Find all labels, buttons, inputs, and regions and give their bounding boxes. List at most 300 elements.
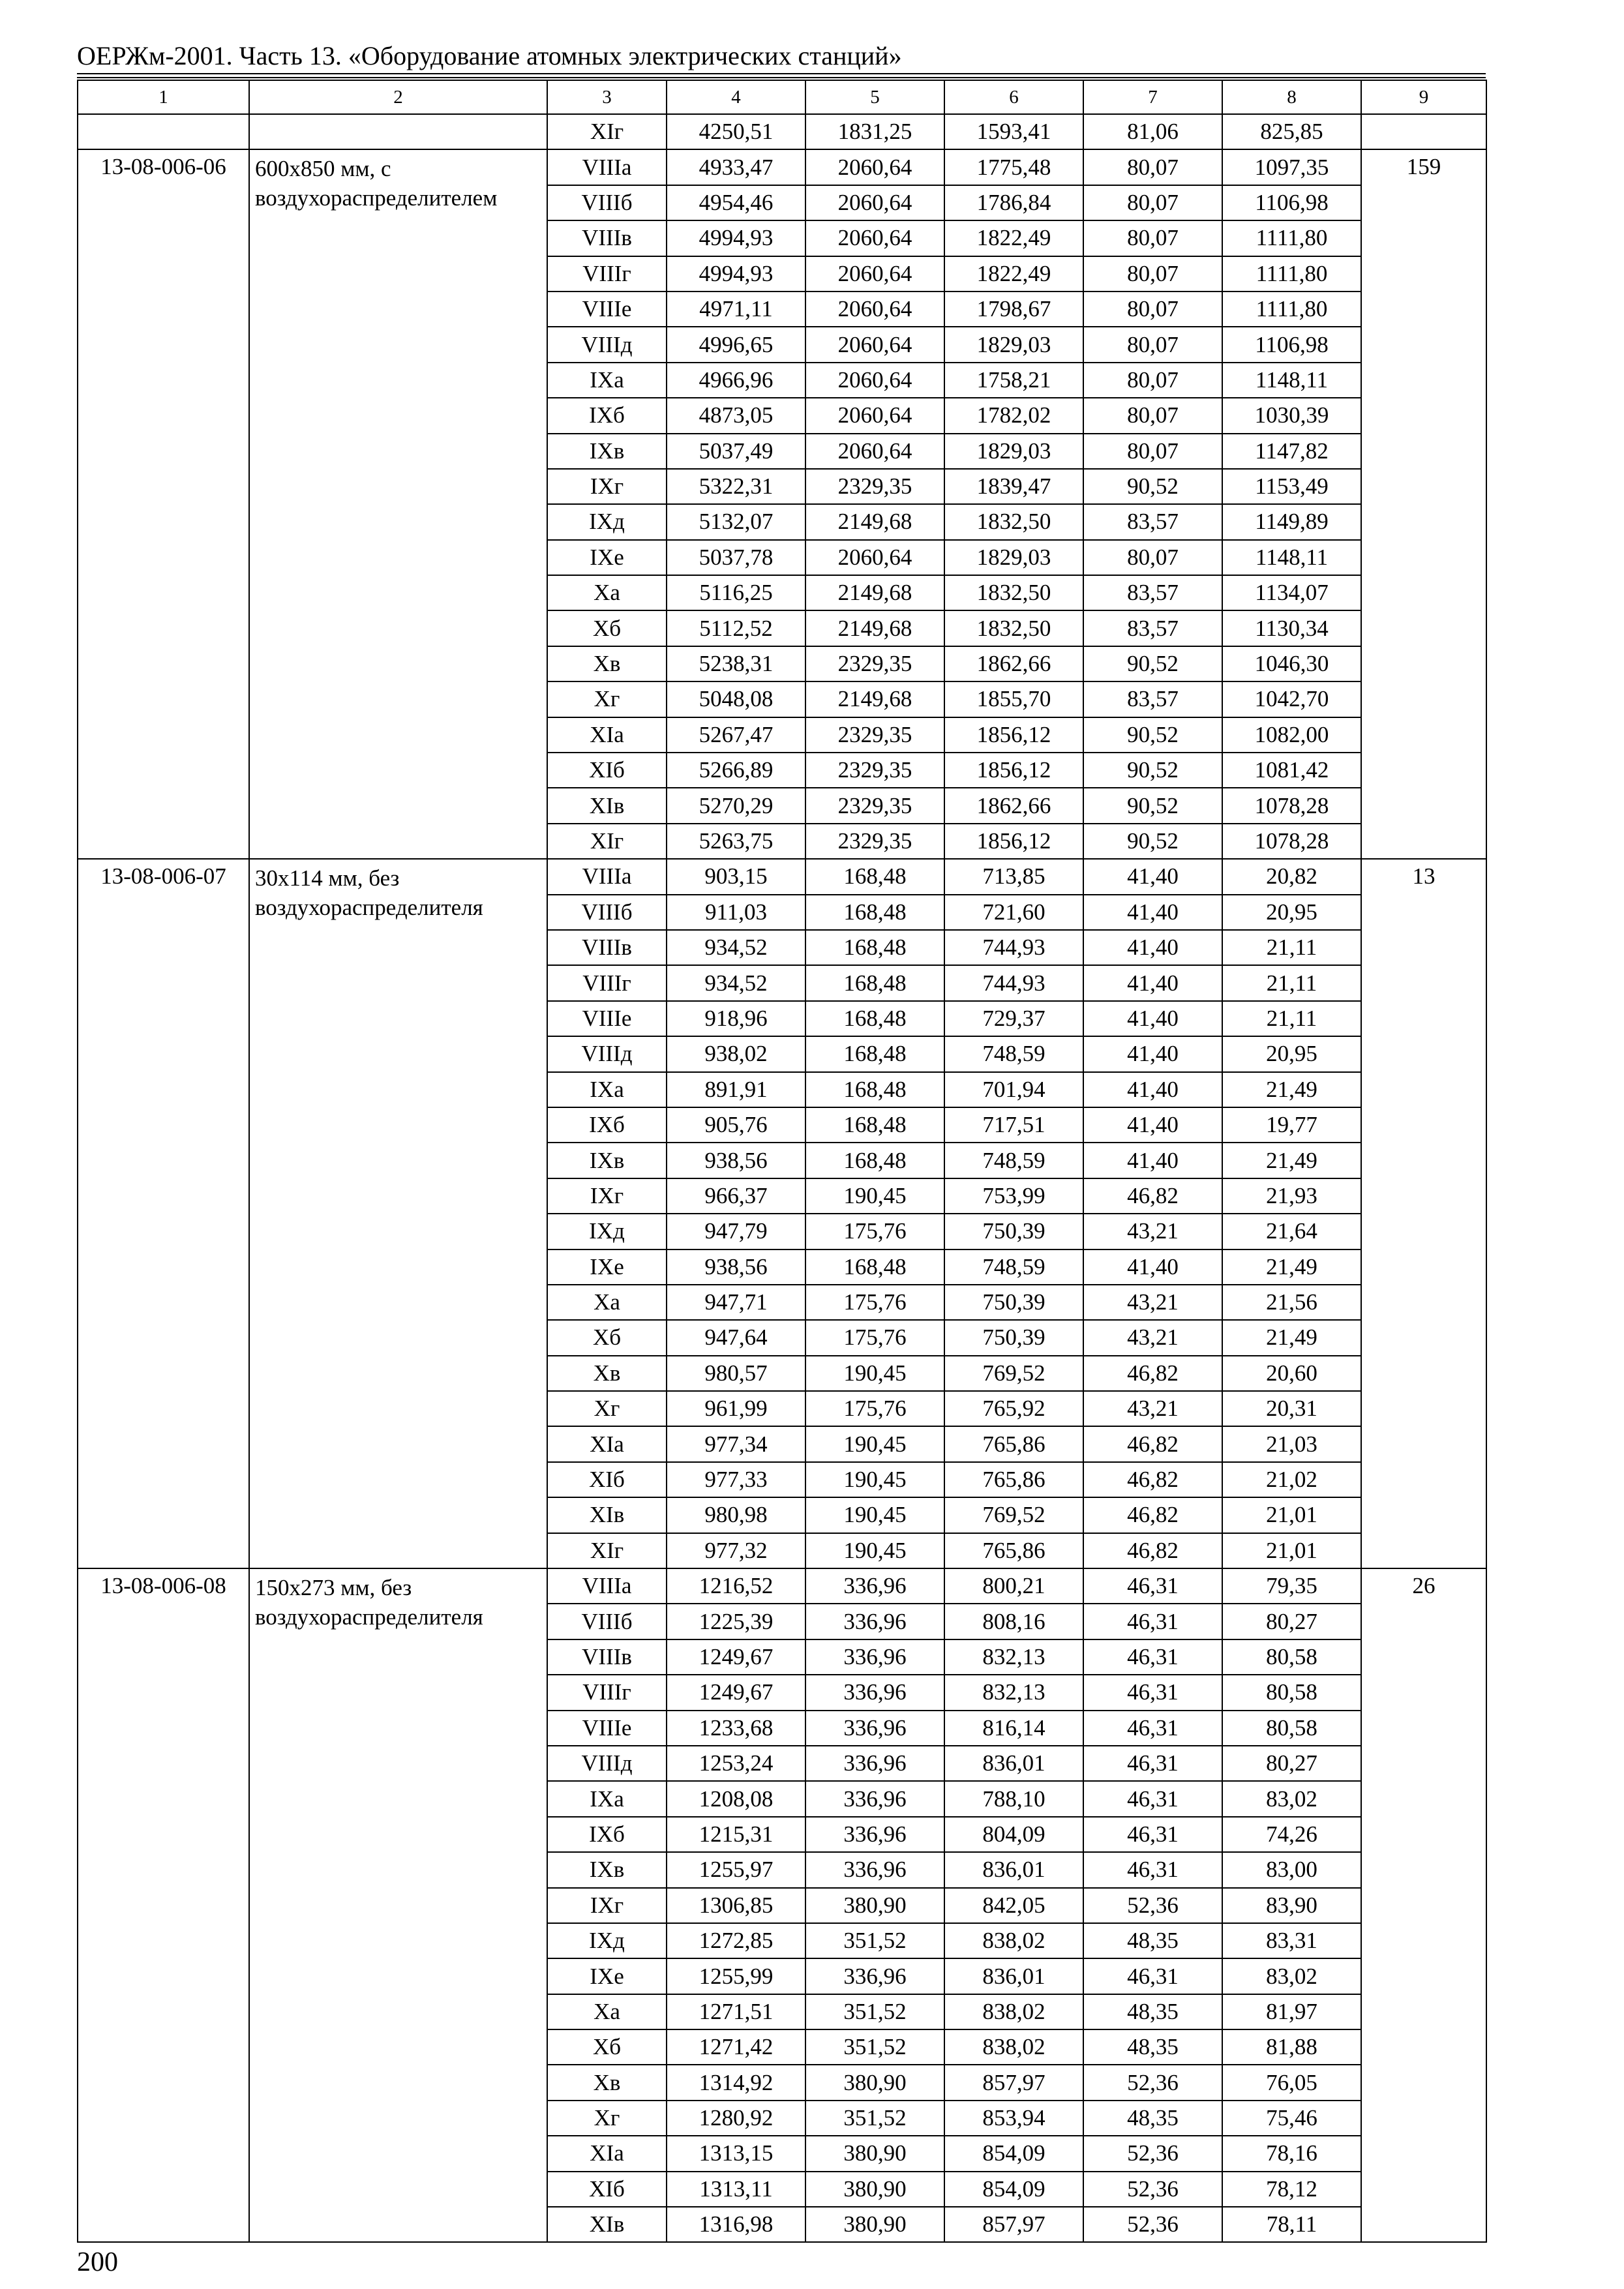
zone-cell: Xа: [547, 1285, 667, 1320]
value-cell: 1111,80: [1222, 292, 1361, 327]
zone-cell: VIIIб: [547, 1604, 667, 1639]
value-cell: 168,48: [805, 1249, 944, 1285]
value-cell: 5267,47: [667, 717, 805, 753]
value-cell: 4873,05: [667, 398, 805, 433]
value-cell: 1856,12: [944, 753, 1083, 788]
value-cell: 717,51: [944, 1107, 1083, 1143]
col9-cell: [1361, 114, 1486, 149]
value-cell: 1822,49: [944, 220, 1083, 256]
value-cell: 168,48: [805, 930, 944, 965]
value-cell: 78,12: [1222, 2172, 1361, 2207]
value-cell: 1030,39: [1222, 398, 1361, 433]
col9-value: 26: [1361, 1568, 1486, 2242]
value-cell: 1225,39: [667, 1604, 805, 1639]
zone-cell: Xв: [547, 2065, 667, 2100]
value-cell: 1153,49: [1222, 469, 1361, 504]
value-cell: 46,31: [1083, 1568, 1222, 1604]
value-cell: 1856,12: [944, 824, 1083, 859]
value-cell: 20,31: [1222, 1391, 1361, 1426]
value-cell: 1314,92: [667, 2065, 805, 2100]
value-cell: 765,86: [944, 1426, 1083, 1461]
value-cell: 43,21: [1083, 1391, 1222, 1426]
value-cell: 41,40: [1083, 1107, 1222, 1143]
value-cell: 351,52: [805, 1923, 944, 1958]
value-cell: 1106,98: [1222, 185, 1361, 220]
value-cell: 380,90: [805, 2136, 944, 2171]
value-cell: 2060,64: [805, 398, 944, 433]
value-cell: 836,01: [944, 1746, 1083, 1781]
value-cell: 4250,51: [667, 114, 805, 149]
value-cell: 2329,35: [805, 717, 944, 753]
value-cell: 336,96: [805, 1781, 944, 1816]
value-cell: 1280,92: [667, 2101, 805, 2136]
value-cell: 5266,89: [667, 753, 805, 788]
value-cell: 2060,64: [805, 540, 944, 575]
value-cell: 2149,68: [805, 504, 944, 539]
value-cell: 765,92: [944, 1391, 1083, 1426]
header-rule: [77, 77, 1486, 78]
zone-cell: IXа: [547, 1072, 667, 1107]
value-cell: 21,49: [1222, 1320, 1361, 1355]
value-cell: 52,36: [1083, 1888, 1222, 1923]
value-cell: 20,82: [1222, 859, 1361, 894]
value-cell: 81,97: [1222, 1994, 1361, 2029]
value-cell: 918,96: [667, 1001, 805, 1036]
value-cell: 748,59: [944, 1249, 1083, 1285]
col9-value: 13: [1361, 859, 1486, 1568]
zone-cell: XIв: [547, 2207, 667, 2242]
zone-cell: VIIIд: [547, 1746, 667, 1781]
value-cell: 701,94: [944, 1072, 1083, 1107]
zone-cell: Xб: [547, 1320, 667, 1355]
value-cell: 744,93: [944, 930, 1083, 965]
zone-cell: XIв: [547, 1497, 667, 1533]
value-cell: 1832,50: [944, 575, 1083, 610]
value-cell: 1839,47: [944, 469, 1083, 504]
value-cell: 1271,51: [667, 1994, 805, 2029]
value-cell: 48,35: [1083, 1923, 1222, 1958]
value-cell: 48,35: [1083, 1994, 1222, 2029]
value-cell: 748,59: [944, 1036, 1083, 1071]
value-cell: 769,52: [944, 1497, 1083, 1533]
value-cell: 83,57: [1083, 504, 1222, 539]
value-cell: 41,40: [1083, 1036, 1222, 1071]
value-cell: 1147,82: [1222, 434, 1361, 469]
value-cell: 750,39: [944, 1214, 1083, 1249]
value-cell: 1111,80: [1222, 220, 1361, 256]
value-cell: 46,31: [1083, 1781, 1222, 1816]
value-cell: 832,13: [944, 1639, 1083, 1675]
value-cell: 934,52: [667, 965, 805, 1000]
zone-cell: IXе: [547, 1249, 667, 1285]
value-cell: 80,07: [1083, 398, 1222, 433]
value-cell: 769,52: [944, 1356, 1083, 1391]
value-cell: 80,07: [1083, 434, 1222, 469]
value-cell: 52,36: [1083, 2136, 1222, 2171]
value-cell: 1216,52: [667, 1568, 805, 1604]
value-cell: 1775,48: [944, 149, 1083, 185]
value-cell: 380,90: [805, 2065, 944, 2100]
zone-cell: Xа: [547, 575, 667, 610]
value-cell: 21,01: [1222, 1497, 1361, 1533]
value-cell: 1255,99: [667, 1958, 805, 1994]
value-cell: 1148,11: [1222, 363, 1361, 398]
value-cell: 1862,66: [944, 788, 1083, 823]
value-cell: 836,01: [944, 1958, 1083, 1994]
value-cell: 2060,64: [805, 256, 944, 292]
value-cell: 175,76: [805, 1214, 944, 1249]
value-cell: 4994,93: [667, 220, 805, 256]
value-cell: 721,60: [944, 895, 1083, 930]
zone-cell: Xб: [547, 610, 667, 646]
zone-cell: Xг: [547, 1391, 667, 1426]
value-cell: 938,56: [667, 1249, 805, 1285]
value-cell: 190,45: [805, 1426, 944, 1461]
value-cell: 1097,35: [1222, 149, 1361, 185]
value-cell: 713,85: [944, 859, 1083, 894]
value-cell: 46,31: [1083, 1639, 1222, 1675]
value-cell: 336,96: [805, 1746, 944, 1781]
value-cell: 5116,25: [667, 575, 805, 610]
value-cell: 977,33: [667, 1462, 805, 1497]
column-number: 1: [78, 80, 249, 114]
value-cell: 1272,85: [667, 1923, 805, 1958]
value-cell: 78,16: [1222, 2136, 1361, 2171]
value-cell: 46,31: [1083, 1746, 1222, 1781]
value-cell: 853,94: [944, 2101, 1083, 2136]
value-cell: 977,34: [667, 1426, 805, 1461]
value-cell: 1081,42: [1222, 753, 1361, 788]
value-cell: 2149,68: [805, 610, 944, 646]
value-cell: 1078,28: [1222, 824, 1361, 859]
value-cell: 1593,41: [944, 114, 1083, 149]
value-cell: 5238,31: [667, 646, 805, 681]
column-number: 7: [1083, 80, 1222, 114]
value-cell: 2329,35: [805, 753, 944, 788]
value-cell: 5112,52: [667, 610, 805, 646]
zone-cell: Xа: [547, 1994, 667, 2029]
value-cell: 41,40: [1083, 1072, 1222, 1107]
value-cell: 1316,98: [667, 2207, 805, 2242]
zone-cell: Xв: [547, 646, 667, 681]
value-cell: 4994,93: [667, 256, 805, 292]
value-cell: 46,82: [1083, 1497, 1222, 1533]
value-cell: 80,58: [1222, 1639, 1361, 1675]
zone-cell: VIIIб: [547, 895, 667, 930]
value-cell: 351,52: [805, 1994, 944, 2029]
value-cell: 83,31: [1222, 1923, 1361, 1958]
value-cell: 838,02: [944, 2029, 1083, 2065]
value-cell: 903,15: [667, 859, 805, 894]
value-cell: 5048,08: [667, 681, 805, 717]
value-cell: 46,31: [1083, 1711, 1222, 1746]
value-cell: 80,58: [1222, 1675, 1361, 1710]
value-cell: 168,48: [805, 1072, 944, 1107]
value-cell: 1829,03: [944, 434, 1083, 469]
zone-cell: IXг: [547, 1178, 667, 1214]
value-cell: 46,82: [1083, 1356, 1222, 1391]
value-cell: 168,48: [805, 895, 944, 930]
zone-cell: XIв: [547, 788, 667, 823]
value-cell: 980,57: [667, 1356, 805, 1391]
value-cell: 52,36: [1083, 2172, 1222, 2207]
value-cell: 83,00: [1222, 1852, 1361, 1887]
value-cell: 90,52: [1083, 753, 1222, 788]
zone-cell: IXб: [547, 398, 667, 433]
value-cell: 905,76: [667, 1107, 805, 1143]
value-cell: 52,36: [1083, 2207, 1222, 2242]
value-cell: 4933,47: [667, 149, 805, 185]
page-number: 200: [77, 2247, 118, 2277]
column-number: 3: [547, 80, 667, 114]
value-cell: 2329,35: [805, 824, 944, 859]
value-cell: 854,09: [944, 2172, 1083, 2207]
value-cell: 1313,15: [667, 2136, 805, 2171]
value-cell: 90,52: [1083, 788, 1222, 823]
price-table: [77, 80, 1487, 2243]
value-cell: 46,82: [1083, 1533, 1222, 1568]
rate-description: 30x114 мм, без воздухораспределителя: [249, 859, 547, 1568]
value-cell: 1233,68: [667, 1711, 805, 1746]
zone-cell: Xв: [547, 1356, 667, 1391]
value-cell: 753,99: [944, 1178, 1083, 1214]
value-cell: 78,11: [1222, 2207, 1361, 2242]
value-cell: 21,56: [1222, 1285, 1361, 1320]
zone-cell: IXв: [547, 1852, 667, 1887]
value-cell: 190,45: [805, 1178, 944, 1214]
value-cell: 938,56: [667, 1143, 805, 1178]
value-cell: 1856,12: [944, 717, 1083, 753]
zone-cell: IXв: [547, 1143, 667, 1178]
value-cell: 46,31: [1083, 1958, 1222, 1994]
value-cell: 808,16: [944, 1604, 1083, 1639]
zone-cell: Xг: [547, 681, 667, 717]
page-header: ОЕРЖм-2001. Часть 13. «Оборудование атомных электрических станций»: [77, 41, 902, 70]
value-cell: 838,02: [944, 1994, 1083, 2029]
value-cell: 83,57: [1083, 681, 1222, 717]
value-cell: 825,85: [1222, 114, 1361, 149]
zone-cell: VIIIв: [547, 1639, 667, 1675]
value-cell: 20,95: [1222, 895, 1361, 930]
zone-cell: VIIIе: [547, 292, 667, 327]
value-cell: 788,10: [944, 1781, 1083, 1816]
zone-cell: VIIIе: [547, 1001, 667, 1036]
value-cell: 43,21: [1083, 1285, 1222, 1320]
zone-cell: IXг: [547, 1888, 667, 1923]
value-cell: 911,03: [667, 895, 805, 930]
value-cell: 4996,65: [667, 327, 805, 362]
value-cell: 336,96: [805, 1568, 944, 1604]
value-cell: 46,82: [1083, 1178, 1222, 1214]
value-cell: 1046,30: [1222, 646, 1361, 681]
value-cell: 1832,50: [944, 504, 1083, 539]
value-cell: 80,58: [1222, 1711, 1361, 1746]
value-cell: 351,52: [805, 2101, 944, 2136]
value-cell: 1253,24: [667, 1746, 805, 1781]
value-cell: 744,93: [944, 965, 1083, 1000]
value-cell: 190,45: [805, 1497, 944, 1533]
value-cell: 1313,11: [667, 2172, 805, 2207]
zone-cell: IXб: [547, 1817, 667, 1852]
value-cell: 380,90: [805, 2207, 944, 2242]
rate-code: 13-08-006-08: [78, 1568, 249, 2242]
zone-cell: XIб: [547, 2172, 667, 2207]
zone-cell: VIIIа: [547, 149, 667, 185]
value-cell: 947,79: [667, 1214, 805, 1249]
value-cell: 21,11: [1222, 965, 1361, 1000]
value-cell: 1271,42: [667, 2029, 805, 2065]
code-cell: [78, 114, 249, 149]
value-cell: 854,09: [944, 2136, 1083, 2171]
value-cell: 21,11: [1222, 1001, 1361, 1036]
zone-cell: VIIIг: [547, 256, 667, 292]
value-cell: 21,93: [1222, 1178, 1361, 1214]
value-cell: 190,45: [805, 1462, 944, 1497]
zone-cell: VIIIб: [547, 185, 667, 220]
value-cell: 1042,70: [1222, 681, 1361, 717]
value-cell: 5132,07: [667, 504, 805, 539]
header-rule: [77, 73, 1486, 74]
value-cell: 1798,67: [944, 292, 1083, 327]
value-cell: 336,96: [805, 1958, 944, 1994]
value-cell: 947,71: [667, 1285, 805, 1320]
value-cell: 81,06: [1083, 114, 1222, 149]
value-cell: 21,02: [1222, 1462, 1361, 1497]
value-cell: 74,26: [1222, 1817, 1361, 1852]
value-cell: 980,98: [667, 1497, 805, 1533]
value-cell: 83,57: [1083, 575, 1222, 610]
value-cell: 2060,64: [805, 149, 944, 185]
value-cell: 168,48: [805, 965, 944, 1000]
value-cell: 934,52: [667, 930, 805, 965]
value-cell: 804,09: [944, 1817, 1083, 1852]
value-cell: 5037,78: [667, 540, 805, 575]
value-cell: 52,36: [1083, 2065, 1222, 2100]
value-cell: 90,52: [1083, 824, 1222, 859]
value-cell: 168,48: [805, 859, 944, 894]
value-cell: 21,64: [1222, 1214, 1361, 1249]
value-cell: 83,90: [1222, 1888, 1361, 1923]
value-cell: 175,76: [805, 1391, 944, 1426]
value-cell: 750,39: [944, 1285, 1083, 1320]
value-cell: 48,35: [1083, 2029, 1222, 2065]
zone-cell: IXд: [547, 1214, 667, 1249]
value-cell: 80,07: [1083, 363, 1222, 398]
value-cell: 46,31: [1083, 1675, 1222, 1710]
zone-cell: IXа: [547, 1781, 667, 1816]
value-cell: 2060,64: [805, 292, 944, 327]
zone-cell: Xг: [547, 2101, 667, 2136]
value-cell: 2329,35: [805, 469, 944, 504]
value-cell: 1862,66: [944, 646, 1083, 681]
zone-cell: IXд: [547, 1923, 667, 1958]
zone-cell: XIг: [547, 1533, 667, 1568]
value-cell: 977,32: [667, 1533, 805, 1568]
zone-cell: VIIIа: [547, 859, 667, 894]
value-cell: 190,45: [805, 1533, 944, 1568]
value-cell: 43,21: [1083, 1214, 1222, 1249]
value-cell: 1134,07: [1222, 575, 1361, 610]
value-cell: 1786,84: [944, 185, 1083, 220]
value-cell: 5322,31: [667, 469, 805, 504]
value-cell: 80,07: [1083, 540, 1222, 575]
zone-cell: XIб: [547, 1462, 667, 1497]
value-cell: 21,01: [1222, 1533, 1361, 1568]
column-number: 2: [249, 80, 547, 114]
zone-cell: IXе: [547, 540, 667, 575]
zone-cell: XIб: [547, 753, 667, 788]
value-cell: 2060,64: [805, 185, 944, 220]
value-cell: 1208,08: [667, 1781, 805, 1816]
value-cell: 4954,46: [667, 185, 805, 220]
value-cell: 80,07: [1083, 256, 1222, 292]
value-cell: 1855,70: [944, 681, 1083, 717]
value-cell: 41,40: [1083, 859, 1222, 894]
zone-cell: IXе: [547, 1958, 667, 1994]
value-cell: 1249,67: [667, 1639, 805, 1675]
zone-cell: VIIIд: [547, 327, 667, 362]
value-cell: 765,86: [944, 1533, 1083, 1568]
value-cell: 380,90: [805, 1888, 944, 1923]
zone-cell: IXа: [547, 363, 667, 398]
value-cell: 800,21: [944, 1568, 1083, 1604]
value-cell: 1148,11: [1222, 540, 1361, 575]
value-cell: 838,02: [944, 1923, 1083, 1958]
value-cell: 5037,49: [667, 434, 805, 469]
value-cell: 48,35: [1083, 2101, 1222, 2136]
value-cell: 43,21: [1083, 1320, 1222, 1355]
value-cell: 2060,64: [805, 363, 944, 398]
value-cell: 836,01: [944, 1852, 1083, 1887]
value-cell: 1255,97: [667, 1852, 805, 1887]
value-cell: 336,96: [805, 1711, 944, 1746]
value-cell: 41,40: [1083, 1143, 1222, 1178]
value-cell: 1822,49: [944, 256, 1083, 292]
value-cell: 857,97: [944, 2207, 1083, 2242]
value-cell: 1111,80: [1222, 256, 1361, 292]
value-cell: 5263,75: [667, 824, 805, 859]
rate-description: 600x850 мм, с воздухораспределителем: [249, 149, 547, 859]
value-cell: 1078,28: [1222, 788, 1361, 823]
value-cell: 21,03: [1222, 1426, 1361, 1461]
value-cell: 750,39: [944, 1320, 1083, 1355]
value-cell: 83,57: [1083, 610, 1222, 646]
value-cell: 1306,85: [667, 1888, 805, 1923]
value-cell: 41,40: [1083, 895, 1222, 930]
value-cell: 351,52: [805, 2029, 944, 2065]
value-cell: 80,27: [1222, 1604, 1361, 1639]
value-cell: 90,52: [1083, 469, 1222, 504]
rate-description: 150x273 мм, без воздухораспределителя: [249, 1568, 547, 2242]
description-cell: [249, 114, 547, 149]
zone-cell: IXб: [547, 1107, 667, 1143]
value-cell: 336,96: [805, 1675, 944, 1710]
table-row: [78, 114, 1486, 149]
value-cell: 938,02: [667, 1036, 805, 1071]
value-cell: 380,90: [805, 2172, 944, 2207]
zone-cell: VIIIе: [547, 1711, 667, 1746]
zone-cell: XIа: [547, 717, 667, 753]
value-cell: 729,37: [944, 1001, 1083, 1036]
column-number: 5: [805, 80, 944, 114]
value-cell: 21,11: [1222, 930, 1361, 965]
column-number: 6: [944, 80, 1083, 114]
zone-cell: IXг: [547, 469, 667, 504]
value-cell: 21,49: [1222, 1143, 1361, 1178]
value-cell: 41,40: [1083, 1001, 1222, 1036]
value-cell: 190,45: [805, 1356, 944, 1391]
value-cell: 842,05: [944, 1888, 1083, 1923]
